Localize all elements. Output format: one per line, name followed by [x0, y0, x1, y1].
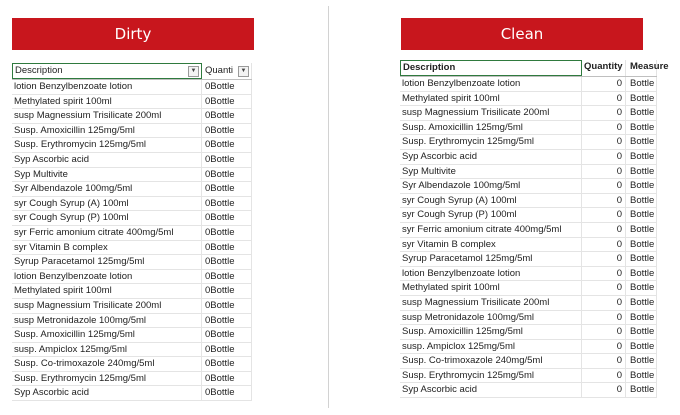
- measure-cell[interactable]: Bottle: [626, 106, 657, 120]
- description-cell[interactable]: syr Ferric amonium citrate 400mg/5ml: [400, 223, 582, 237]
- measure-cell[interactable]: Bottle: [626, 311, 657, 325]
- description-cell[interactable]: Methylated spirit 100ml: [12, 95, 202, 109]
- description-cell[interactable]: Syp Ascorbic acid: [400, 150, 582, 164]
- measure-cell[interactable]: Bottle: [626, 369, 657, 383]
- description-cell[interactable]: Methylated spirit 100ml: [400, 92, 582, 106]
- description-cell[interactable]: syr Cough Syrup (P) 100ml: [12, 211, 202, 225]
- quantity-cell[interactable]: 0Bottle: [202, 343, 252, 357]
- description-cell[interactable]: Susp. Co-trimoxazole 240mg/5ml: [400, 354, 582, 368]
- description-cell[interactable]: Susp. Amoxicillin 125mg/5ml: [400, 121, 582, 135]
- table-row: [12, 284, 252, 299]
- quantity-cell[interactable]: 0Bottle: [202, 182, 252, 196]
- description-cell[interactable]: susp. Ampiclox 125mg/5ml: [12, 343, 202, 357]
- table-row: [12, 255, 252, 270]
- description-cell[interactable]: Syr Albendazole 100mg/5ml: [12, 182, 202, 196]
- table-row: [400, 165, 657, 180]
- quantity-cell[interactable]: 0: [582, 325, 626, 339]
- quantity-cell[interactable]: 0: [582, 179, 626, 193]
- table-row: [12, 357, 252, 372]
- quantity-cell[interactable]: 0Bottle: [202, 386, 252, 400]
- description-cell[interactable]: syr Vitamin B complex: [12, 241, 202, 255]
- description-cell[interactable]: lotion Benzylbenzoate lotion: [12, 80, 202, 94]
- description-cell[interactable]: syr Cough Syrup (A) 100ml: [400, 194, 582, 208]
- table-row: [400, 92, 657, 107]
- description-cell[interactable]: Syp Multivite: [12, 168, 202, 182]
- table-row: [400, 135, 657, 150]
- description-cell[interactable]: Susp. Erythromycin 125mg/5ml: [400, 369, 582, 383]
- quantity-cell[interactable]: 0: [582, 223, 626, 237]
- quantity-cell[interactable]: 0Bottle: [202, 80, 252, 94]
- table-row: [400, 106, 657, 121]
- quantity-cell[interactable]: 0Bottle: [202, 255, 252, 269]
- quantity-cell[interactable]: 0Bottle: [202, 314, 252, 328]
- measure-cell[interactable]: Bottle: [626, 150, 657, 164]
- dirty-table-body: [12, 80, 252, 401]
- panel-divider: [328, 6, 329, 408]
- dirty-header-row: [12, 63, 252, 80]
- measure-cell[interactable]: Bottle: [626, 135, 657, 149]
- quantity-cell[interactable]: 0Bottle: [202, 153, 252, 167]
- measure-cell[interactable]: Bottle: [626, 325, 657, 339]
- clean-title: Clean: [500, 25, 544, 43]
- dirty-title-banner: [12, 18, 254, 50]
- table-row: [400, 325, 657, 340]
- dirty-quantity-header-label: Quanti: [205, 65, 233, 76]
- quantity-cell[interactable]: 0: [582, 354, 626, 368]
- measure-cell[interactable]: Bottle: [626, 267, 657, 281]
- table-row: [12, 95, 252, 110]
- table-row: [12, 153, 252, 168]
- quantity-cell[interactable]: 0: [582, 121, 626, 135]
- description-cell[interactable]: Syp Ascorbic acid: [12, 153, 202, 167]
- measure-cell[interactable]: Bottle: [626, 340, 657, 354]
- quantity-cell[interactable]: 0Bottle: [202, 197, 252, 211]
- description-cell[interactable]: Susp. Erythromycin 125mg/5ml: [12, 138, 202, 152]
- description-cell[interactable]: susp. Ampiclox 125mg/5ml: [400, 340, 582, 354]
- table-row: [12, 314, 252, 329]
- description-cell[interactable]: Syr Albendazole 100mg/5ml: [400, 179, 582, 193]
- quantity-cell[interactable]: 0: [582, 194, 626, 208]
- table-row: [12, 138, 252, 153]
- clean-header-row: [400, 60, 669, 77]
- measure-cell[interactable]: Bottle: [626, 179, 657, 193]
- measure-cell[interactable]: Bottle: [626, 354, 657, 368]
- description-cell[interactable]: susp Metronidazole 100mg/5ml: [12, 314, 202, 328]
- description-cell[interactable]: Syp Multivite: [400, 165, 582, 179]
- dirty-description-header[interactable]: [12, 63, 202, 79]
- table-row: [400, 238, 657, 253]
- filter-dropdown-icon[interactable]: ▼: [238, 66, 249, 77]
- measure-cell[interactable]: Bottle: [626, 281, 657, 295]
- description-cell[interactable]: Methylated spirit 100ml: [400, 281, 582, 295]
- table-row: [12, 241, 252, 256]
- quantity-cell[interactable]: 0: [582, 369, 626, 383]
- quantity-cell[interactable]: 0Bottle: [202, 124, 252, 138]
- quantity-cell[interactable]: 0: [582, 106, 626, 120]
- description-cell[interactable]: lotion Benzylbenzoate lotion: [400, 77, 582, 91]
- clean-table-body: [400, 77, 657, 398]
- description-cell[interactable]: Syrup Paracetamol 125mg/5ml: [12, 255, 202, 269]
- table-row: [400, 208, 657, 223]
- quantity-cell[interactable]: 0Bottle: [202, 211, 252, 225]
- table-row: [400, 354, 657, 369]
- description-cell[interactable]: susp Magnessium Trisilicate 200ml: [400, 296, 582, 310]
- description-cell[interactable]: syr Vitamin B complex: [400, 238, 582, 252]
- clean-description-header[interactable]: Description: [400, 60, 582, 76]
- quantity-cell[interactable]: 0: [582, 92, 626, 106]
- quantity-cell[interactable]: 0Bottle: [202, 357, 252, 371]
- clean-title-banner: [401, 18, 643, 50]
- table-row: [400, 179, 657, 194]
- description-cell[interactable]: lotion Benzylbenzoate lotion: [400, 267, 582, 281]
- table-row: [12, 226, 252, 241]
- table-row: [400, 194, 657, 209]
- quantity-cell[interactable]: 0: [582, 150, 626, 164]
- measure-cell[interactable]: Bottle: [626, 383, 657, 397]
- quantity-cell[interactable]: 0Bottle: [202, 270, 252, 284]
- table-row: [400, 340, 657, 355]
- description-cell[interactable]: susp Magnessium Trisilicate 200ml: [400, 106, 582, 120]
- quantity-cell[interactable]: 0: [582, 165, 626, 179]
- table-row: [12, 328, 252, 343]
- quantity-cell[interactable]: 0: [582, 311, 626, 325]
- description-cell[interactable]: Syp Ascorbic acid: [400, 383, 582, 397]
- description-cell[interactable]: syr Cough Syrup (A) 100ml: [12, 197, 202, 211]
- measure-cell[interactable]: Bottle: [626, 252, 657, 266]
- description-cell[interactable]: Susp. Amoxicillin 125mg/5ml: [12, 124, 202, 138]
- table-row: [400, 150, 657, 165]
- description-cell[interactable]: Susp. Erythromycin 125mg/5ml: [12, 372, 202, 386]
- clean-measure-header[interactable]: Measure: [626, 60, 657, 76]
- quantity-cell[interactable]: 0Bottle: [202, 328, 252, 342]
- quantity-cell[interactable]: 0Bottle: [202, 168, 252, 182]
- description-cell[interactable]: lotion Benzylbenzoate lotion: [12, 270, 202, 284]
- table-row: [400, 296, 657, 311]
- quantity-cell[interactable]: 0: [582, 383, 626, 397]
- table-row: [400, 281, 657, 296]
- quantity-cell[interactable]: 0: [582, 238, 626, 252]
- quantity-cell[interactable]: 0: [582, 296, 626, 310]
- description-cell[interactable]: susp Metronidazole 100mg/5ml: [400, 311, 582, 325]
- quantity-cell[interactable]: 0: [582, 252, 626, 266]
- description-cell[interactable]: susp Magnessium Trisilicate 200ml: [12, 109, 202, 123]
- clean-spreadsheet: [400, 60, 669, 397]
- clean-quantity-header[interactable]: Quantity: [582, 60, 626, 76]
- measure-cell[interactable]: Bottle: [626, 194, 657, 208]
- table-row: [12, 386, 252, 401]
- description-cell[interactable]: Susp. Erythromycin 125mg/5ml: [400, 135, 582, 149]
- quantity-cell[interactable]: 0: [582, 135, 626, 149]
- measure-cell[interactable]: Bottle: [626, 208, 657, 222]
- quantity-cell[interactable]: 0Bottle: [202, 372, 252, 386]
- quantity-cell[interactable]: 0Bottle: [202, 95, 252, 109]
- filter-dropdown-icon[interactable]: ▼: [188, 66, 199, 77]
- quantity-cell[interactable]: 0: [582, 208, 626, 222]
- quantity-cell[interactable]: 0Bottle: [202, 299, 252, 313]
- quantity-cell[interactable]: 0Bottle: [202, 241, 252, 255]
- quantity-cell[interactable]: 0Bottle: [202, 109, 252, 123]
- dirty-quantity-header[interactable]: [202, 63, 252, 79]
- table-row: [12, 211, 252, 226]
- description-cell[interactable]: Susp. Amoxicillin 125mg/5ml: [400, 325, 582, 339]
- dirty-title: Dirty: [114, 25, 152, 43]
- table-row: [400, 252, 657, 267]
- measure-cell[interactable]: Bottle: [626, 92, 657, 106]
- quantity-cell[interactable]: 0Bottle: [202, 284, 252, 298]
- quantity-cell[interactable]: 0: [582, 281, 626, 295]
- table-row: [400, 77, 657, 92]
- measure-cell[interactable]: Bottle: [626, 223, 657, 237]
- description-cell[interactable]: syr Cough Syrup (P) 100ml: [400, 208, 582, 222]
- description-cell[interactable]: Syp Ascorbic acid: [12, 386, 202, 400]
- description-cell[interactable]: Methylated spirit 100ml: [12, 284, 202, 298]
- table-row: [12, 197, 252, 212]
- table-row: [12, 343, 252, 358]
- table-row: [400, 369, 657, 384]
- description-cell[interactable]: Syrup Paracetamol 125mg/5ml: [400, 252, 582, 266]
- table-row: [12, 270, 252, 285]
- table-row: [12, 182, 252, 197]
- description-cell[interactable]: Susp. Co-trimoxazole 240mg/5ml: [12, 357, 202, 371]
- description-cell[interactable]: syr Ferric amonium citrate 400mg/5ml: [12, 226, 202, 240]
- table-row: [400, 383, 657, 398]
- description-cell[interactable]: susp Magnessium Trisilicate 200ml: [12, 299, 202, 313]
- measure-cell[interactable]: Bottle: [626, 77, 657, 91]
- table-row: [12, 299, 252, 314]
- table-row: [12, 168, 252, 183]
- table-row: [12, 372, 252, 387]
- quantity-cell[interactable]: 0: [582, 340, 626, 354]
- table-row: [400, 267, 657, 282]
- table-row: [400, 223, 657, 238]
- quantity-cell[interactable]: 0Bottle: [202, 138, 252, 152]
- dirty-spreadsheet: [12, 63, 252, 398]
- quantity-cell[interactable]: 0Bottle: [202, 226, 252, 240]
- quantity-cell[interactable]: 0: [582, 267, 626, 281]
- quantity-cell[interactable]: 0: [582, 77, 626, 91]
- measure-cell[interactable]: Bottle: [626, 165, 657, 179]
- measure-cell[interactable]: Bottle: [626, 121, 657, 135]
- dirty-description-header-label: Description: [15, 65, 63, 76]
- table-row: [12, 124, 252, 139]
- measure-cell[interactable]: Bottle: [626, 296, 657, 310]
- table-row: [12, 80, 252, 95]
- table-row: [400, 311, 657, 326]
- description-cell[interactable]: Susp. Amoxicillin 125mg/5ml: [12, 328, 202, 342]
- table-row: [12, 109, 252, 124]
- measure-cell[interactable]: Bottle: [626, 238, 657, 252]
- table-row: [400, 121, 657, 136]
